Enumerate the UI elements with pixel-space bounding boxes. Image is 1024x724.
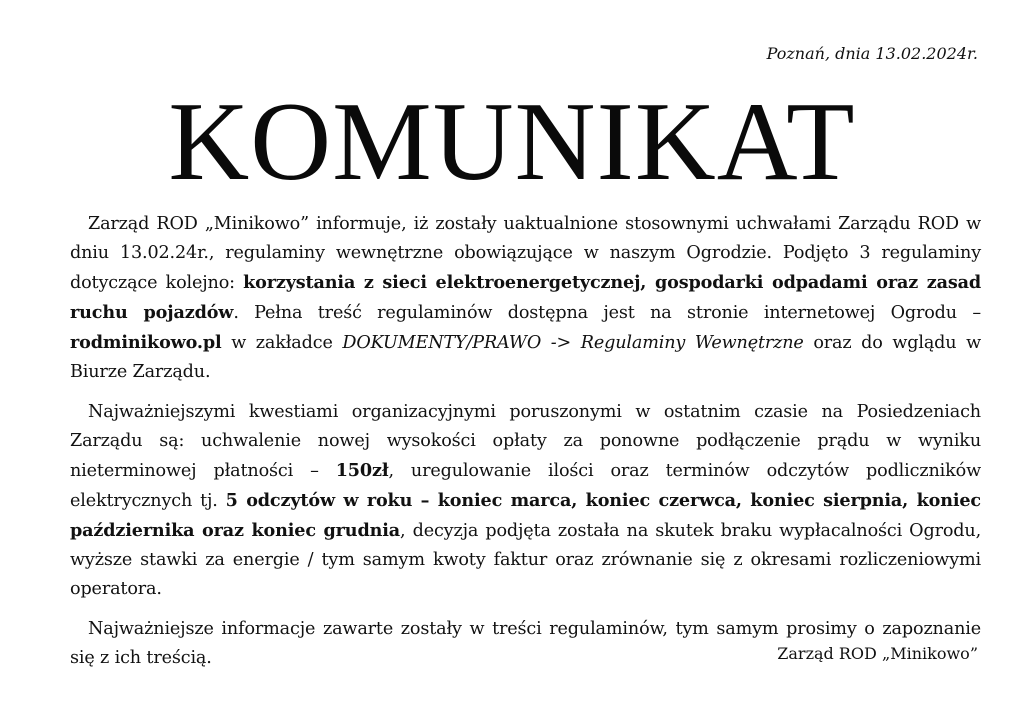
text-segment: Najważniejsze informacje zawarte zostały w treści regulaminów, tym samym prosimy o zapoznanie się z ich treścią.: [70, 619, 981, 668]
text-segment: , uregulowanie ilości oraz terminów odczytów podliczników elektrycznych tj.: [70, 461, 981, 511]
paragraph-regulations: [70, 210, 981, 387]
website-name: rodminikowo.pl: [70, 332, 222, 353]
document-body: [70, 210, 981, 684]
text-segment: , decyzja podjęta została na skutek braku wypłacalności Ogrodu, wyższe stawki za energie / tym samym kwoty faktur oraz zrównanie się z okresami rozliczeniowymi operatora.: [70, 521, 982, 599]
signature: Zarząd ROD „Minikowo”: [777, 644, 978, 663]
text-segment-italic: DOKUMENTY/PRAWO -> Regulaminy Wewnętrzne: [342, 333, 804, 353]
paragraph-organizational: [70, 398, 981, 604]
text-segment: Najważniejszymi kwestiami organizacyjnymi poruszonymi w ostatnim czasie na Posiedzeniach Zarządu są: uchwalenie nowej wysokości opłaty za ponowne podłączenie prądu w wyniku nieterminowej płatności –: [70, 402, 981, 481]
text-segment: . Pełna treść regulaminów dostępna jest na stronie internetowej Ogrodu –: [233, 303, 982, 323]
reading-schedule: 5 odczytów w roku – koniec marca, koniec czerwca, koniec sierpnia, koniec października oraz koniec grudnia: [70, 490, 981, 541]
fee-amount: 150zł: [335, 460, 389, 481]
text-segment: oraz do wglądu w Biurze Zarządu.: [70, 333, 981, 382]
text-segment-bold: korzystania z sieci elektroenergetycznej, gospodarki odpadami oraz zasad ruchu pojazdów: [70, 272, 981, 323]
text-segment: w zakładce: [221, 333, 343, 353]
document-title: KOMUNIKAT: [168, 80, 856, 204]
text-segment: Zarząd ROD „Minikowo” informuje, iż zostały uaktualnione stosownymi uchwałami Zarządu ROD w dniu 13.02.24r., regulaminy wewnętrzne obowiązujące w naszym Ogrodzie. Podjęto 3 regulaminy dotyczące kolejno:: [70, 214, 981, 293]
document-date: Poznań, dnia 13.02.2024r.: [766, 44, 978, 63]
